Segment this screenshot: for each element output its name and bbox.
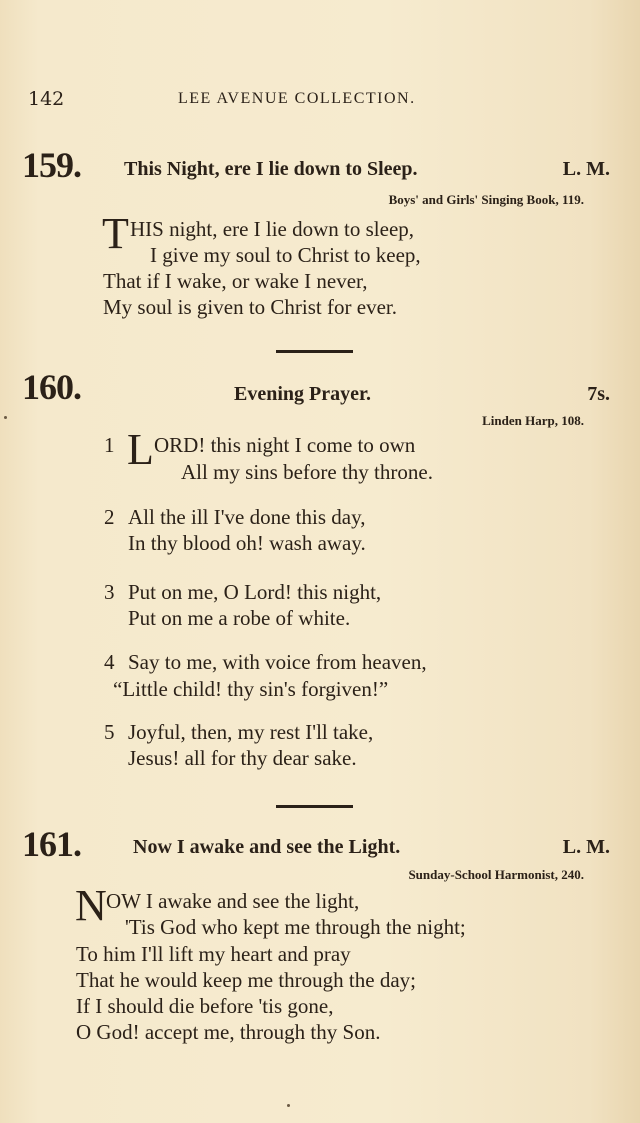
- verse-line: That if I wake, or wake I never,: [103, 269, 368, 293]
- tune-reference: Boys' and Girls' Singing Book, 119.: [388, 192, 584, 207]
- paper-speck: [4, 416, 7, 419]
- stanza-number: 2: [104, 505, 115, 529]
- stanza-number: 5: [104, 720, 115, 744]
- stanza-number: 3: [104, 580, 115, 604]
- verse-line: 'Tis God who kept me through the night;: [125, 915, 466, 939]
- verse-line: All my sins before thy throne.: [181, 460, 433, 484]
- verse-line: HIS night, ere I lie down to sleep,: [130, 217, 415, 241]
- verse-line: My soul is given to Christ for ever.: [103, 295, 397, 319]
- verse-line: In thy blood oh! wash away.: [128, 531, 366, 555]
- verse-line: That he would keep me through the day;: [76, 968, 416, 992]
- running-title: LEE AVENUE COLLECTION.: [178, 90, 416, 107]
- verse-line: O God! accept me, through thy Son.: [76, 1020, 381, 1044]
- verse-line: Say to me, with voice from heaven,: [128, 650, 427, 674]
- hymn-title: This Night, ere I lie down to Sleep.: [124, 158, 418, 180]
- hymn-meter: L. M.: [562, 836, 610, 858]
- verse-line: “Little child! thy sin's forgiven!”: [113, 677, 389, 701]
- verse-line: OW I awake and see the light,: [106, 889, 360, 913]
- verse-line: If I should die before 'tis gone,: [76, 994, 334, 1018]
- hymn-meter: 7s.: [587, 383, 610, 405]
- section-divider: [276, 805, 353, 808]
- hymn-number: 159.: [22, 145, 81, 185]
- verse-line: Joyful, then, my rest I'll take,: [128, 720, 374, 744]
- tune-reference: Sunday-School Harmonist, 240.: [408, 867, 584, 882]
- verse-line: Put on me a robe of white.: [128, 606, 351, 630]
- stanza-number: 4: [104, 650, 115, 674]
- running-head: [28, 88, 600, 118]
- hymn-title: Evening Prayer.: [234, 383, 372, 405]
- drop-cap: L: [127, 425, 154, 474]
- verse-line: Jesus! all for thy dear sake.: [128, 746, 357, 770]
- drop-cap: T: [102, 209, 129, 258]
- hymn-number: 161.: [22, 824, 81, 864]
- verse-line: To him I'll lift my heart and pray: [76, 942, 351, 966]
- verse-line: All the ill I've done this day,: [128, 505, 366, 529]
- section-divider: [276, 350, 353, 353]
- page-number: 142: [28, 88, 65, 110]
- drop-cap: N: [75, 881, 107, 930]
- hymn-meter: L. M.: [562, 158, 610, 180]
- verse-line: ORD! this night I come to own: [154, 433, 416, 457]
- verse-line: I give my soul to Christ to keep,: [150, 243, 421, 267]
- hymn-number: 160.: [22, 367, 81, 407]
- tune-reference: Linden Harp, 108.: [482, 413, 584, 428]
- stanza-number: 1: [104, 433, 115, 457]
- hymn-title: Now I awake and see the Light.: [133, 836, 401, 858]
- paper-speck: [287, 1104, 290, 1107]
- verse-line: Put on me, O Lord! this night,: [128, 580, 382, 604]
